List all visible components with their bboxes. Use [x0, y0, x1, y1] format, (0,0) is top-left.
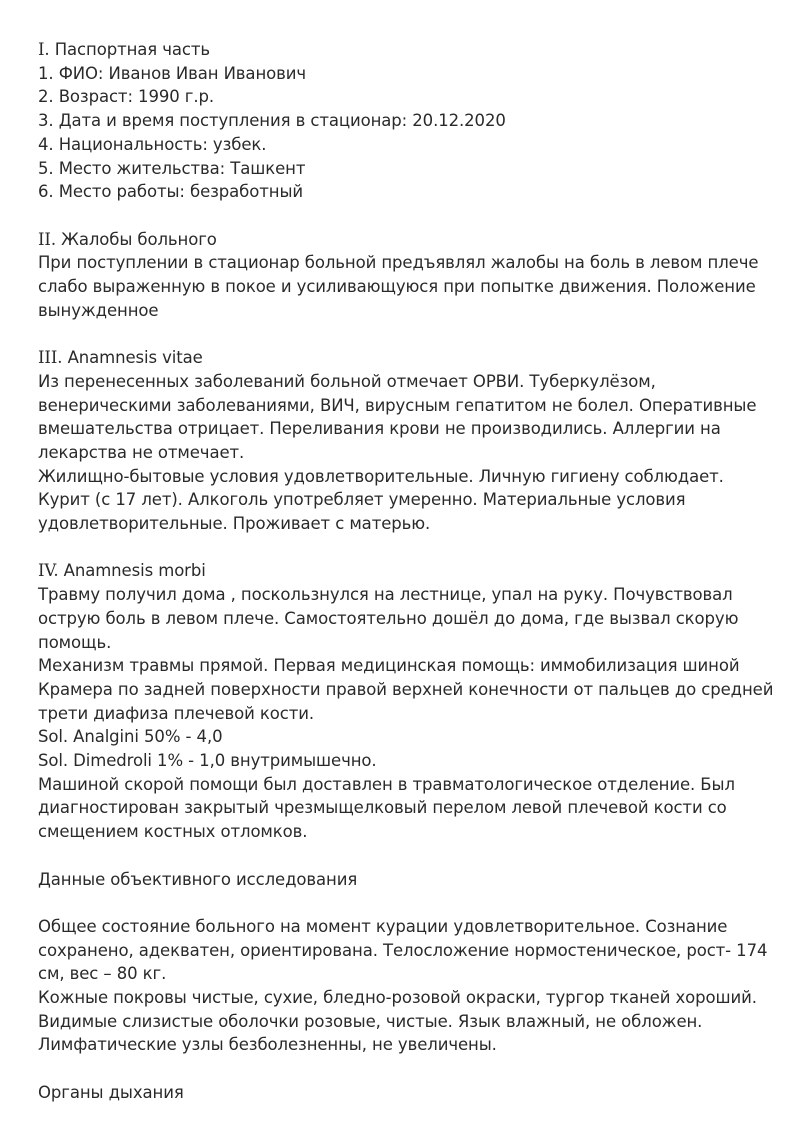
text-line: Жилищно-бытовые условия удовлетворительные. Личную гигиену соблюдает.	[38, 466, 724, 486]
text-line: Травму получил дома , поскользнулся на лестнице, упал на руку. Почувствовал	[38, 585, 733, 605]
section-title: Данные объективного исследования	[38, 869, 358, 889]
text-line: см, вес – 80 кг.	[38, 964, 167, 984]
section-number: I.	[38, 40, 50, 59]
blank-line	[38, 844, 778, 868]
section-passport	[38, 38, 778, 204]
text-line: Из перенесенных заболеваний больной отмечает ОРВИ. Туберкулёзом,	[38, 371, 656, 391]
text-line: трети диафиза плечевой кости.	[38, 703, 315, 723]
section-number: IV.	[38, 561, 59, 581]
text-line: Машиной скорой помощи был доставлен в травматологическое отделение. Был	[38, 774, 735, 794]
section-number: III.	[38, 348, 63, 368]
text-line: Видимые слизистые оболочки розовые, чистые. Язык влажный, не обложен.	[38, 1011, 703, 1031]
document-page	[38, 38, 778, 1105]
text-line: При поступлении в стационар больной предъявлял жалобы на боль в левом плече	[38, 253, 759, 273]
section-title: Жалобы больного	[61, 229, 217, 249]
section-title: Паспортная часть	[54, 40, 211, 59]
blank-line	[38, 891, 778, 915]
section-heading	[38, 559, 778, 583]
section-number: II.	[38, 229, 56, 249]
text-line: венерическими заболеваниями, ВИЧ, вирусным гепатитом не болел. Оперативные	[38, 395, 757, 415]
text-line: 2. Возраст: 1990 г.р.	[38, 87, 215, 107]
text-line: Лимфатические узлы безболезненны, не увеличены.	[38, 1035, 497, 1055]
section-anamnesis-morbi	[38, 559, 778, 843]
text-line: Курит (с 17 лет). Алкоголь употребляет умеренно. Материальные условия	[38, 490, 686, 510]
section-objective	[38, 868, 778, 1058]
text-line: Крамера по задней поверхности правой верхней конечности от пальцев до средней	[38, 679, 774, 699]
section-title: Anamnesis vitae	[67, 348, 203, 368]
text-line: острую боль в левом плече. Самостоятельно дошёл до дома, где вызвал скорую	[38, 608, 739, 628]
text-line: удовлетворительные. Проживает с матерью.	[38, 514, 431, 534]
text-line: 5. Место жительства: Ташкент	[38, 158, 306, 178]
blank-line	[38, 1057, 778, 1081]
text-line: 3. Дата и время поступления в стационар: 20.12.2020	[38, 111, 506, 131]
text-line: 6. Место работы: безработный	[38, 182, 304, 202]
blank-line	[38, 204, 778, 228]
blank-line	[38, 322, 778, 346]
section-heading	[38, 346, 778, 370]
section-title: Органы дыхания	[38, 1082, 184, 1102]
text-line: диагностирован закрытый чрезмыщелковый перелом левой плечевой кости со	[38, 798, 727, 818]
section-heading	[38, 228, 778, 252]
text-line: сохранено, адекватен, ориентирована. Телосложение нормостеническое, рост- 174	[38, 940, 768, 960]
text-line: слабо выраженную в покое и усиливающуюся при попытке движения. Положение	[38, 277, 756, 297]
text-line: вынужденное	[38, 300, 159, 320]
section-heading	[38, 38, 778, 62]
text-line: Sol. Dimedroli 1% - 1,0 внутримышечно.	[38, 751, 377, 771]
blank-line	[38, 536, 778, 560]
text-line: вмешательства отрицает. Переливания крови не производились. Аллергии на	[38, 419, 721, 439]
section-anamnesis-vitae	[38, 346, 778, 536]
text-line: помощь.	[38, 632, 112, 652]
text-line: Кожные покровы чистые, сухие, бледно-розовой окраски, тургор тканей хороший.	[38, 988, 757, 1008]
text-line: Механизм травмы прямой. Первая медицинская помощь: иммобилизация шиной	[38, 656, 740, 676]
text-line: 1. ФИО: Иванов Иван Иванович	[38, 63, 307, 83]
text-line: 4. Национальность: узбек.	[38, 134, 267, 154]
section-complaints	[38, 228, 778, 323]
section-respiratory	[38, 1081, 778, 1105]
section-title: Anamnesis morbi	[63, 561, 206, 581]
text-line: Общее состояние больного на момент курации удовлетворительное. Сознание	[38, 916, 728, 936]
text-line: смещением костных отломков.	[38, 822, 308, 842]
text-line: Sol. Analgini 50% - 4,0	[38, 727, 223, 747]
text-line: лекарства не отмечает.	[38, 442, 245, 462]
